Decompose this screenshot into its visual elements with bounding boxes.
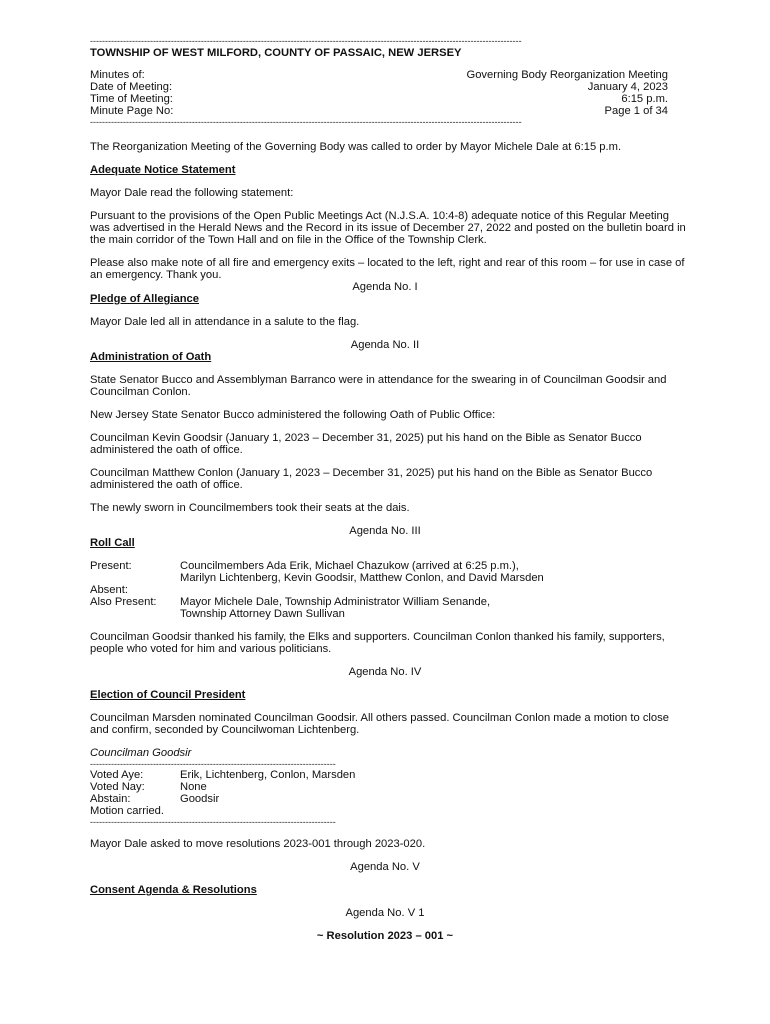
vote-row: Voted Aye: Erik, Lichtenberg, Conlon, Marsden	[90, 769, 356, 781]
paragraph: Mayor Dale asked to move resolutions 2023-001 through 2023-020.	[90, 838, 426, 850]
section-heading-pledge: Pledge of Allegiance	[90, 293, 200, 305]
resolution-title: ~ Resolution 2023 – 001 ~	[316, 930, 454, 942]
paragraph: Mayor Dale read the following statement:	[90, 187, 294, 199]
paragraph: Mayor Dale led all in attendance in a salute to the flag.	[90, 316, 360, 328]
agenda-number: Agenda No. IV	[348, 666, 422, 678]
vote-result: Motion carried.	[90, 805, 164, 817]
section-heading-consent: Consent Agenda & Resolutions	[90, 884, 257, 896]
candidate-name: Councilman Goodsir	[90, 747, 192, 759]
vote-row: Abstain: Goodsir	[90, 793, 220, 805]
paragraph: Councilman Kevin Goodsir (January 1, 2023 – December 31, 2025) put his hand on the Bible as Senator Bucco administered the oath of office.	[90, 432, 642, 456]
paragraph: New Jersey State Senator Bucco administered the following Oath of Public Office:	[90, 409, 496, 421]
roll-also-present: Also Present: Mayor Michele Dale, Township Administrator William Senande, Township Attorney Dawn Sullivan	[90, 596, 491, 620]
roll-present: Present: Councilmembers Ada Erik, Michael Chazukow (arrived at 6:25 p.m.), Marilyn Lichtenberg, Kevin Goodsir, Matthew Conlon, and David Marsden	[90, 560, 544, 584]
vote-divider: ----------------------------------------------------------------------------------	[90, 817, 336, 827]
agenda-number: Agenda No. V	[350, 861, 420, 873]
paragraph: State Senator Bucco and Assemblyman Barranco were in attendance for the swearing in of Councilman Goodsir and Councilman Conlon.	[90, 374, 667, 398]
header-divider-top: ------------------------------------------------------------------------------------------------------------------------------------------------	[90, 36, 522, 46]
paragraph: Pursuant to the provisions of the Open Public Meetings Act (N.J.S.A. 10:4-8) adequate notice of this Regular Meeting was advertised in the Herald News and the Record in its issue of December 27, 2022 and posted on the bulletin board in the main corridor of the Town Hall and on file in the Office of the Township Clerk.	[90, 210, 686, 246]
intro-paragraph: The Reorganization Meeting of the Governing Body was called to order by Mayor Michele Dale at 6:15 p.m.	[90, 141, 622, 153]
agenda-number: Agenda No. V 1	[345, 907, 425, 919]
minutes-page	[90, 36, 690, 942]
paragraph: Please also make note of all fire and emergency exits – located to the left, right and rear of this room – for use in case of an emergency. Thank you.	[90, 257, 685, 281]
header-row: Minute Page No: Page 1 of 34	[90, 105, 668, 117]
section-heading-rollcall: Roll Call	[90, 537, 135, 549]
header-divider-bottom: ------------------------------------------------------------------------------------------------------------------------------------------------	[90, 117, 522, 127]
agenda-number: Agenda No. I	[352, 281, 418, 293]
vote-row: Voted Nay: None	[90, 781, 207, 793]
vote-divider: ----------------------------------------------------------------------------------	[90, 759, 336, 769]
agenda-number: Agenda No. II	[350, 339, 420, 351]
paragraph: Councilman Marsden nominated Councilman Goodsir. All others passed. Councilman Conlon made a motion to close and confirm, seconded by Councilwoman Lichtenberg.	[90, 712, 669, 736]
paragraph: The newly sworn in Councilmembers took their seats at the dais.	[90, 502, 410, 514]
section-heading-oath: Administration of Oath	[90, 351, 212, 363]
header-row: Time of Meeting: 6:15 p.m.	[90, 93, 668, 105]
paragraph: Councilman Goodsir thanked his family, the Elks and supporters. Councilman Conlon thanked his family, supporters, people who voted for him and various politicians.	[90, 631, 665, 655]
header-row: Date of Meeting: January 4, 2023	[90, 81, 668, 93]
header-row: Minutes of: Governing Body Reorganization Meeting	[90, 69, 668, 81]
document-title: TOWNSHIP OF WEST MILFORD, COUNTY OF PASSAIC, NEW JERSEY	[90, 47, 462, 59]
agenda-number: Agenda No. III	[349, 525, 421, 537]
paragraph: Councilman Matthew Conlon (January 1, 2023 – December 31, 2025) put his hand on the Bible as Senator Bucco administered the oath of office.	[90, 467, 653, 491]
section-heading-notice: Adequate Notice Statement	[90, 164, 236, 176]
roll-absent: Absent:	[90, 584, 128, 596]
section-heading-election: Election of Council President	[90, 689, 246, 701]
